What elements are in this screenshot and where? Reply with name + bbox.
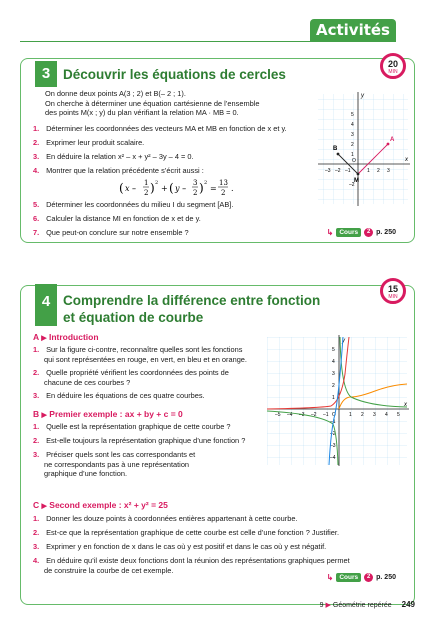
circle-equation-formula [117, 177, 242, 199]
tick-label: 5 [397, 412, 400, 418]
point-label: B [333, 146, 338, 152]
tick-label: –3 [330, 443, 336, 449]
coordinate-graph-3 [313, 89, 413, 219]
question: 1. Déterminer les coordonnées des vecteurs MA et MB en fonction de x et y. [33, 124, 287, 133]
activity-3 [20, 58, 415, 243]
question: 3. Préciser quels sont les cas correspondants et ne correspondants pas à une représentation graphique d’une fonction. [33, 450, 196, 479]
svg-text:.: . [231, 184, 234, 193]
svg-text:2: 2 [193, 189, 198, 197]
arrow-icon: ↳ [326, 573, 334, 582]
svg-text:x –: x – [125, 184, 137, 193]
tick-label: 4 [332, 359, 335, 365]
question: 2. Est-ce que la représentation graphique de cette courbe est celle d’une fonction ? Justifier. [33, 528, 339, 537]
tick-label: 1 [332, 395, 335, 401]
svg-text:(: ( [169, 181, 174, 195]
point-label: M [354, 178, 359, 184]
tick-label: –2 [335, 168, 341, 174]
timer-badge: 15 MIN [380, 278, 406, 304]
tick-label: –1 [323, 412, 329, 418]
axis-label: x [405, 157, 408, 163]
tick-label: 2 [332, 383, 335, 389]
question: 3. En déduire la relation x² – x + y² – 3y – 4 = 0. [33, 152, 194, 161]
activity-4 [20, 285, 415, 605]
question: 2. Est-elle toujours la représentation graphique d’une fonction ? [33, 436, 246, 445]
axis-label: y [342, 338, 345, 344]
point-label: A [390, 137, 395, 143]
question: 3. Exprimer y en fonction de x dans le cas où y est positif et dans le cas où y est négatif. [33, 542, 327, 551]
question: 6. Calculer la distance MI en fonction de x et de y. [33, 214, 201, 223]
section-heading: A ▶ Introduction [33, 332, 99, 342]
question: 2. Exprimer leur produit scalaire. [33, 138, 145, 147]
question: 5. Déterminer les coordonnées du milieu I du segment [AB]. [33, 200, 234, 209]
activity-title: Découvrir les équations de cercles [63, 67, 286, 82]
tick-label: –2 [349, 182, 355, 188]
axis-label: x [404, 402, 407, 408]
section-heading: C ▶ Second exemple : x² + y² = 25 [33, 500, 168, 510]
tick-label: 2 [351, 142, 354, 148]
activities-badge: Activités [310, 19, 396, 41]
tick-label: 5 [332, 347, 335, 353]
timer-badge: 20 MIN [380, 53, 406, 79]
tick-label: –2 [330, 431, 336, 437]
tick-label: 3 [373, 412, 376, 418]
tick-label: –3 [325, 168, 331, 174]
header-rule [20, 41, 396, 42]
activity-number: 4 [35, 284, 57, 326]
svg-text:3: 3 [193, 179, 198, 187]
intro-text: On donne deux points A(3 ; 2) et B(– 2 ; 1). On cherche à déterminer une équation cartésienne de l’ensemble des points M(x ; y) du plan vérifiant la relation MA · MB = 0. [45, 89, 260, 118]
question: 4. Montrer que la relation précédente s’écrit aussi : [33, 166, 204, 175]
svg-text:y –: y – [175, 184, 187, 193]
activity-title: Comprendre la différence entre fonction et équation de courbe [63, 293, 321, 325]
chapter-label: 9 ▶ Géométrie repérée [319, 601, 392, 609]
svg-text:(: ( [119, 181, 124, 195]
cours-reference[interactable]: ↳ Cours 2 p. 250 [326, 573, 396, 582]
tick-label: 1 [351, 152, 354, 158]
tick-label: 3 [351, 132, 354, 138]
tick-label: 2 [361, 412, 364, 418]
tick-label: 1 [367, 168, 370, 174]
question: 1. Quelle est la représentation graphique de cette courbe ? [33, 422, 231, 431]
svg-text:2: 2 [155, 180, 159, 186]
arrow-icon: ↳ [326, 228, 334, 237]
svg-text:2: 2 [221, 189, 226, 197]
tick-label: 1 [349, 412, 352, 418]
tick-label: –2 [311, 412, 317, 418]
tick-label: –3 [299, 412, 305, 418]
svg-text:1: 1 [144, 179, 149, 187]
svg-text:): ) [199, 181, 204, 195]
tick-label: –5 [275, 412, 281, 418]
svg-text:2: 2 [204, 180, 208, 186]
tick-label: –4 [330, 455, 336, 461]
origin-label: O [352, 158, 356, 164]
tick-label: 3 [332, 371, 335, 377]
tick-label: 2 [377, 168, 380, 174]
tick-label: –1 [345, 168, 351, 174]
svg-text:2: 2 [144, 189, 149, 197]
question: 2. Quelle propriété vérifient les coordonnées des points de chacune de ces courbes ? [33, 368, 229, 387]
axis-label: y [361, 93, 364, 99]
tick-label: 4 [385, 412, 388, 418]
svg-text:+: + [161, 184, 168, 193]
section-heading: B ▶ Premier exemple : ax + by + c = 0 [33, 409, 183, 419]
question: 1. Donner les douze points à coordonnées entières appartenant à cette courbe. [33, 514, 298, 523]
page-number: 249 [401, 600, 415, 609]
tick-label: –1 [330, 419, 336, 425]
question: 4. En déduire qu’il existe deux fonctions dont la réunion des représentations graphiques permet de construire la courbe de cet exemple. [33, 556, 350, 575]
origin-label: O [332, 412, 336, 418]
tick-label: 5 [351, 112, 354, 118]
page-footer [320, 600, 415, 609]
question: 1. Sur la figure ci-contre, reconnaître quelles sont les fonctions qui sont représentées en rouge, en vert, en bleu et en orange. [33, 345, 247, 364]
svg-text:): ) [150, 181, 155, 195]
cours-reference[interactable]: ↳ Cours 2 p. 250 [326, 228, 396, 237]
svg-text:=: = [210, 184, 217, 193]
question: 7. Que peut-on conclure sur notre ensemble ? [33, 228, 189, 237]
tick-label: 3 [387, 168, 390, 174]
tick-label: –4 [287, 412, 293, 418]
svg-text:13: 13 [219, 179, 228, 187]
tick-label: 4 [351, 122, 354, 128]
activity-number: 3 [35, 61, 57, 87]
coordinate-graph-4 [259, 334, 411, 468]
question: 3. En déduire les équations de ces quatre courbes. [33, 391, 205, 400]
